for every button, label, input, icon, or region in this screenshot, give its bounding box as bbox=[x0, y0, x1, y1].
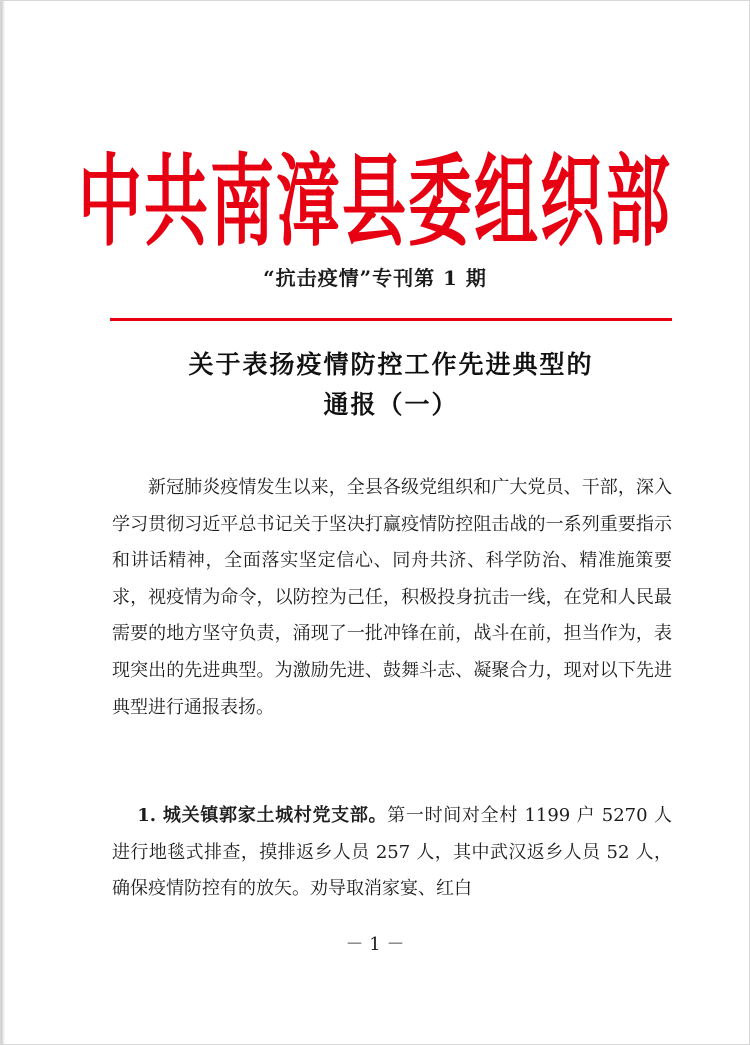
page-number: － 1 － bbox=[345, 934, 405, 955]
list-item-heading: 1. 城关镇郭家土城村党支部。 bbox=[137, 805, 388, 826]
intro-paragraph: 新冠肺炎疫情发生以来，全县各级党组织和广大党员、干部，深入学习贯彻习近平总书记关于坚决打赢疫情防控阻击战的一系列重要指示和讲话精神，全面落实坚定信心、同舟共济、科学防治、精准施策要求，视疫情为命令，以防控为己任，积极投身抗击一线，在党和人民最需要的地方坚守负责，涌现了一批冲锋在前，战斗在前，担当作为，表现突出的先进典型。为激励先进、鼓舞斗志、凝聚合力，现对以下先进典型进行通报表扬。 bbox=[112, 477, 672, 718]
list-item bbox=[112, 798, 672, 908]
document-title bbox=[110, 345, 672, 425]
issue-line: “抗击疫情”专刊第 1 期 bbox=[263, 266, 487, 290]
red-divider-line bbox=[110, 318, 672, 321]
masthead-title: 中共南漳县委组织部 bbox=[78, 145, 672, 261]
list-item-text: 第一时间对全村 1199 户 5270 人进行地毯式排查，摸排返乡人员 257 人，其中武汉返乡人员 52 人，确保疫情防控有的放矢。劝导取消家宴、红白 bbox=[112, 805, 672, 900]
document-title-line-1: 关于表扬疫情防控工作先进典型的 bbox=[188, 350, 594, 379]
document-title-line-2: 通报（一） bbox=[323, 390, 459, 419]
